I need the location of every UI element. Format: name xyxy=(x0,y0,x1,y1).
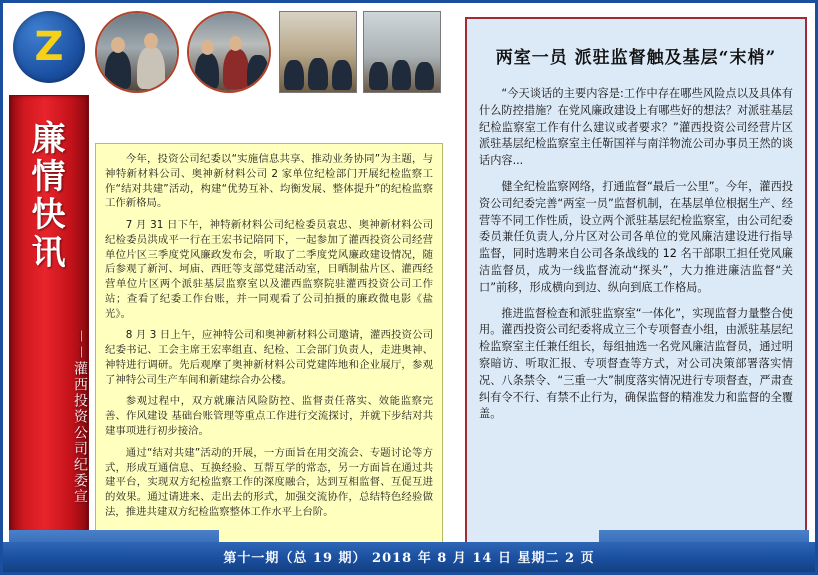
publication-logo xyxy=(13,11,85,83)
photo-figure-head xyxy=(229,36,242,51)
photo-figure xyxy=(308,58,328,90)
masthead-banner xyxy=(9,95,89,547)
photo-figure xyxy=(284,60,304,90)
footer-ribbon xyxy=(3,526,815,572)
photo-figure xyxy=(247,55,269,89)
photo-figure xyxy=(332,60,352,90)
photo-figure-head xyxy=(144,33,158,49)
photo-meeting-4 xyxy=(363,11,441,93)
right-article-paragraph: 健全纪检监察网络，打通监督“最后一公里”。今年，灌西投资公司纪委完善“两室一员”监督机制，在基层单位根据生产、经营等不同工作性质，设立两个派驻基层纪检监察室，由公司纪委委员兼任负责人,分片区对公司各单位的党风廉洁建设进行指导监督，同时选聘来自公司各条战线的 12 名干部职工担任党风廉洁监督员，成为一线监督流动“探头”，大力推进廉洁监督“关口”前移，形成横向到边、纵向到底工作格局。 xyxy=(479,179,793,294)
photo-strip xyxy=(95,11,440,95)
right-article-title: 两室一员 派驻监督触及基层“末梢” xyxy=(495,48,777,68)
right-article xyxy=(465,17,807,545)
left-article-paragraph: 7 月 31 日下午，神特新材料公司纪检委员袁忠、奥神新材料公司纪检委员洪成平一行在王宏书记陪同下，一起参加了灌西投资公司经营单位片区三季度党风廉政发布会，听取了二季度党风廉政建设情况，随后参观了新河、坷庙、西旺等支部党建活动室，日晒制盐片区、灌西经营单位片区两个派驻基层监察室以及灌西监察院驻灌西投资公司工作站；查看了纪委工作台账，并一同观看了公司拍摄的廉政微电影《盐光》。 xyxy=(105,219,433,320)
photo-meeting-1 xyxy=(95,11,179,93)
photo-meeting-3 xyxy=(279,11,357,93)
photo-figure xyxy=(137,47,165,89)
photo-figure xyxy=(392,60,411,90)
left-article-paragraph: 今年，投资公司纪委以“实施信息共享、推动业务协同”为主题，与神特新材料公司、奥神新材料公司 2 家单位纪检部门开展纪检监察工作“结对共建”活动，构建“优势互补、均衡发展、整体提升”的纪检监察工作新格局。 xyxy=(105,153,433,210)
left-article-paragraph: 8 月 3 日上午，应神特公司和奥神新材料公司邀请，灌西投资公司纪委书记、工会主席王宏率组直、纪检、工会部门负责人，走进奥神、神特进行调研。先后观摩了奥神新材料公司党建阵地和企业展厅，参观了神特公司生产车间和新建综合办公楼。 xyxy=(105,329,433,386)
left-article-paragraph: 通过“结对共建”活动的开展，一方面旨在用交流会、专题讨论等方式，形成互通信息、互换经验、互帮互学的常态，另一方面旨在通过共建平台，实现双方纪检监察工作的深度融合，达到互相监督、互促互进的效果。通过请进来、走出去的形式，加强交流协作，总结特色经验做法，推进共建双方纪检监察整体工作水平上台阶。 xyxy=(105,446,433,518)
left-article xyxy=(95,143,443,545)
photo-figure xyxy=(415,62,434,90)
right-article-paragraph: “今天谈话的主要内容是:工作中存在哪些风险点以及具体有什么防控措施？在党风廉政建设上有哪些好的想法？对派驻基层纪检监察室工作有什么建议或者要求？”灌西投资公司经营片区派驻基层纪检监察室主任靳国祥与南洋物流公司办事员王然的谈话内容... xyxy=(479,87,793,168)
photo-figure xyxy=(369,62,388,90)
photo-figure-head xyxy=(111,37,125,53)
photo-figure xyxy=(223,49,249,89)
issue-info: 第十一期（总 19 期） 2018 年 8 月 14 日 星期二 2 页 xyxy=(223,551,595,566)
right-article-paragraph: 推进监督检查和派驻监察室“一体化”，实现监督力量整合使用。灌西投资公司纪委将成立三个专项督查小组，由派驻基层纪检监察室主任兼任组长，每组抽选一名党风廉洁监督员，通过明察暗访、听取汇报、专项督查等方式，对公司决策部署落实情况、八条禁令、“三重一大”制度落实情况进行专项督查，严肃查纠有令不行、有禁不止行为，确保监督的精准发力和监督的全覆盖。 xyxy=(479,306,793,421)
masthead-title: 廉情快讯 xyxy=(31,119,67,274)
masthead-subtitle: －－灌西投资公司纪委宣 xyxy=(72,329,88,505)
photo-figure-head xyxy=(201,40,214,55)
photo-figure xyxy=(105,51,131,89)
photo-meeting-2 xyxy=(187,11,271,93)
left-article-paragraph: 参观过程中，双方就廉洁风险防控、监督责任落实、效能监察完善、作风建设 基础台账管理等重点工作进行交流探讨，并就下步结对共建事项进行初步接洽。 xyxy=(105,395,433,438)
photo-figure xyxy=(195,53,219,89)
zigzag-emblem-icon: Z xyxy=(34,24,64,70)
